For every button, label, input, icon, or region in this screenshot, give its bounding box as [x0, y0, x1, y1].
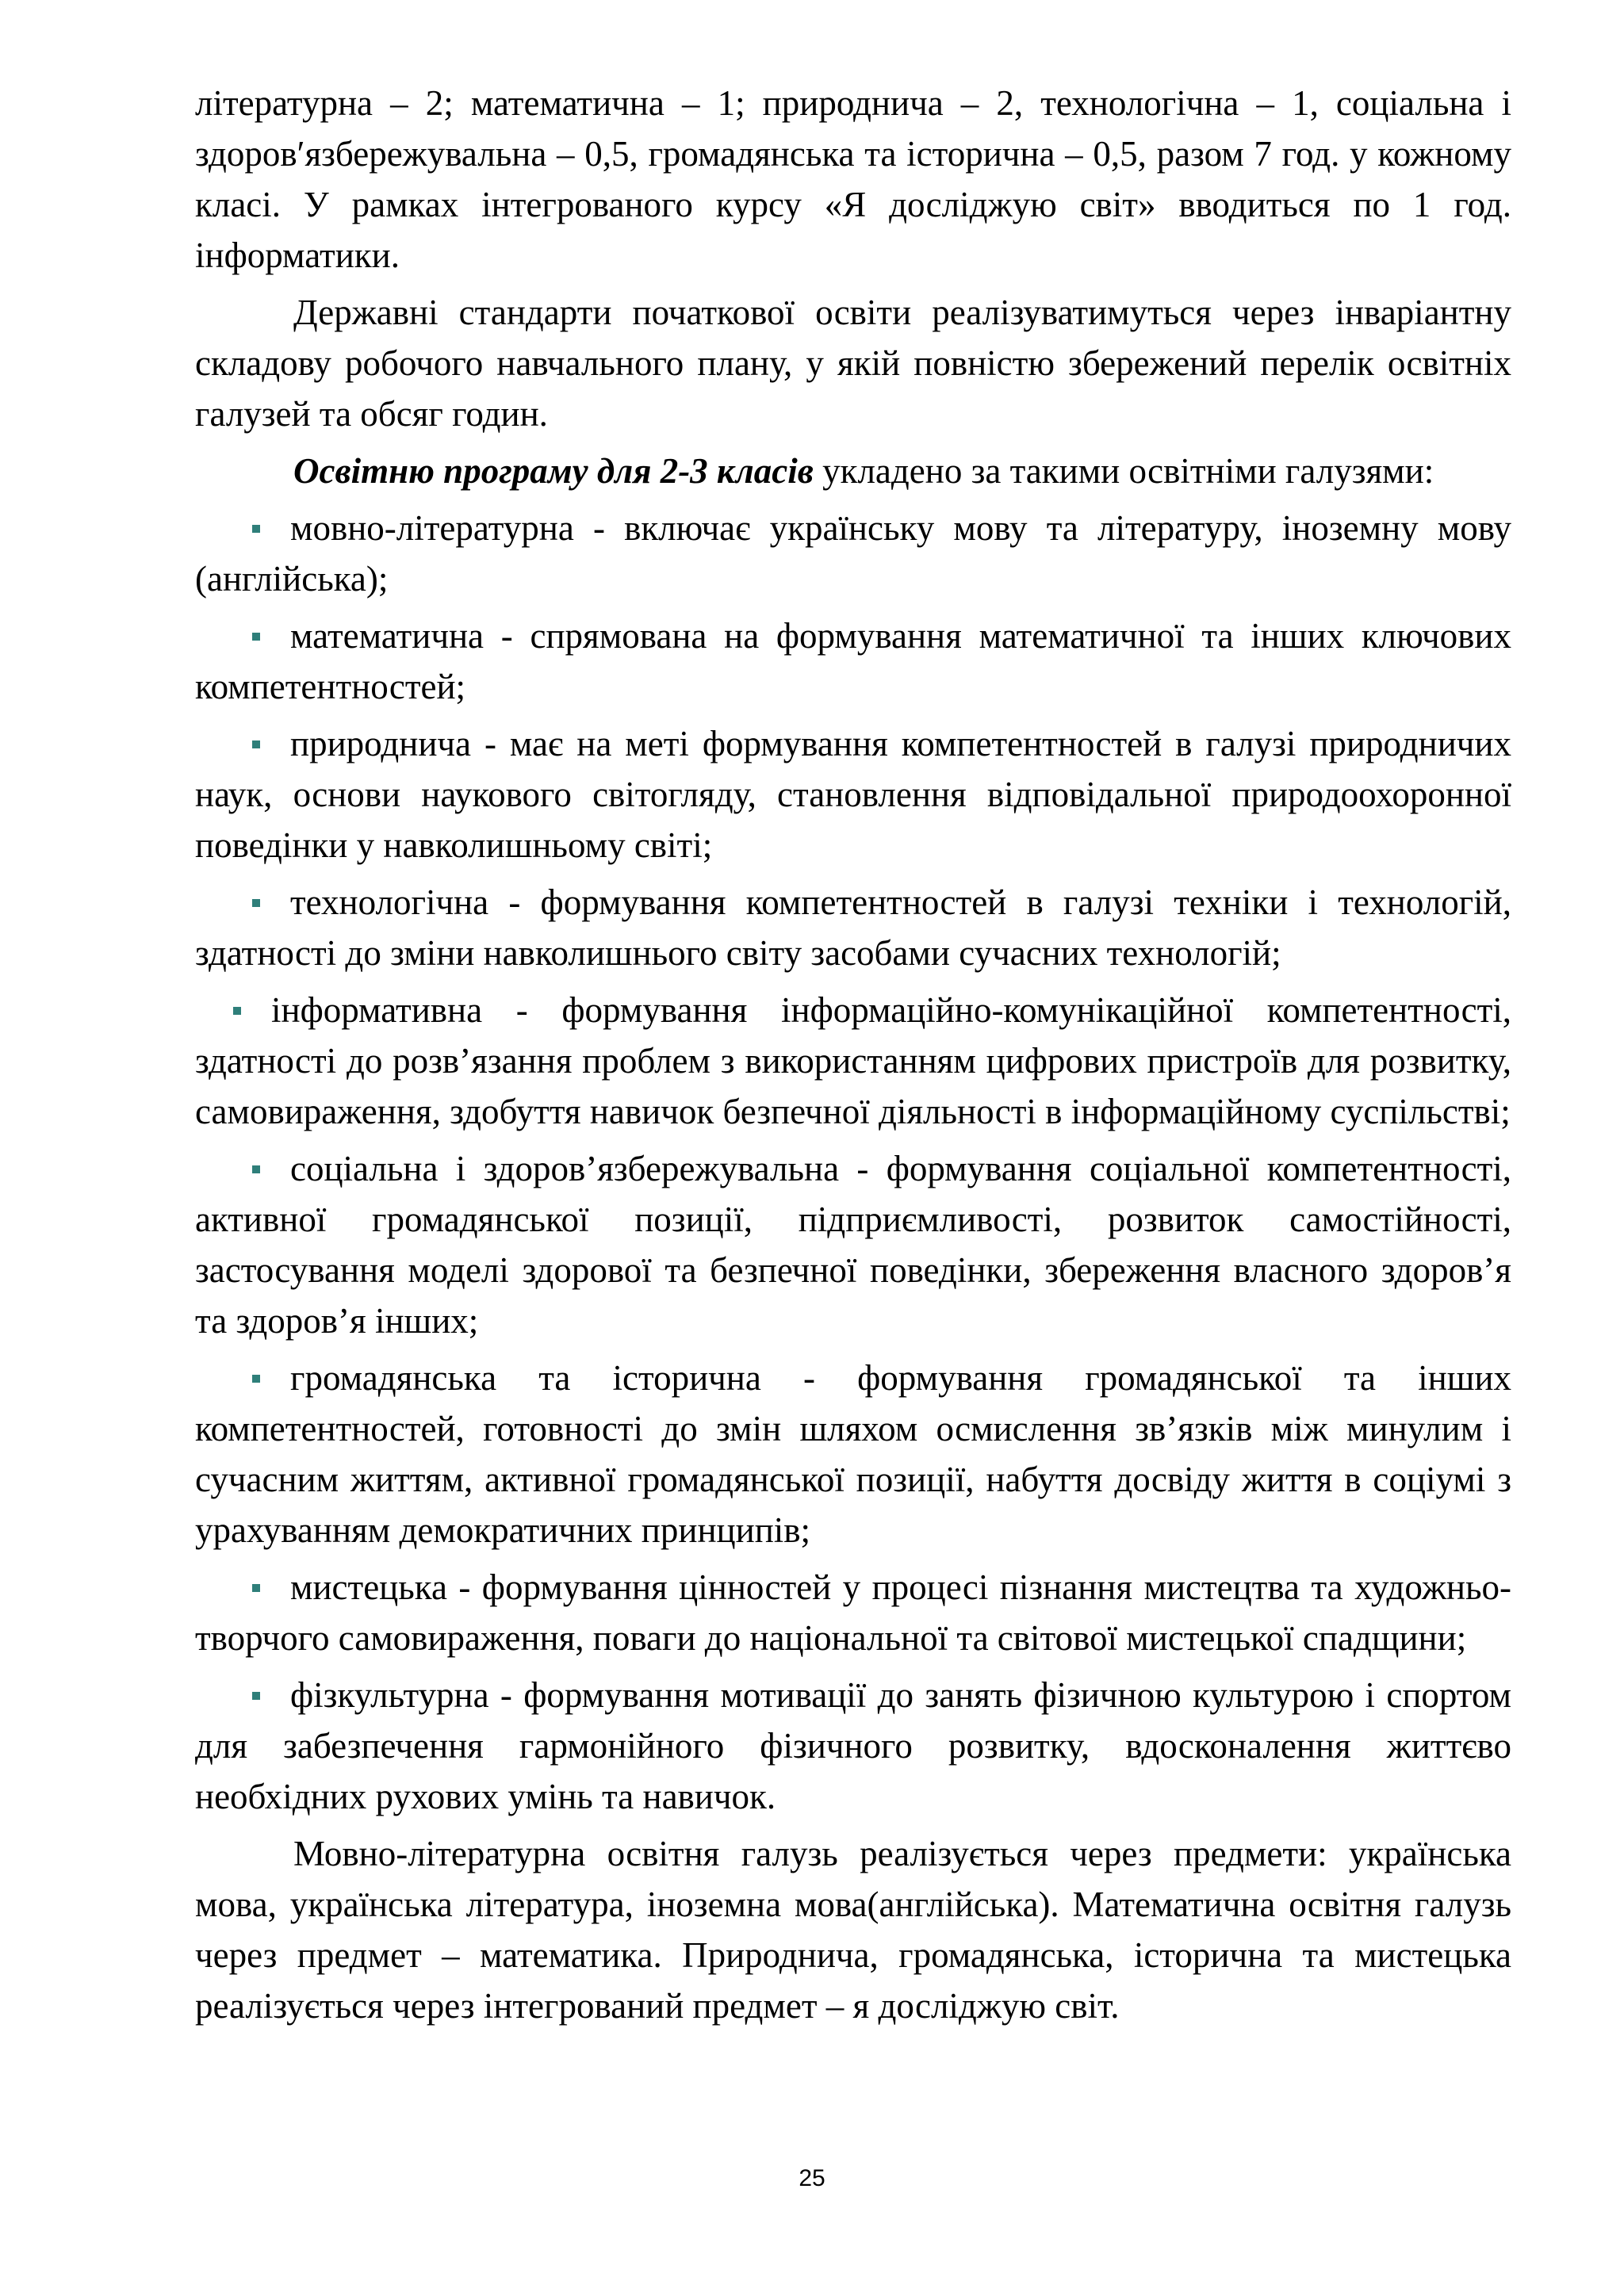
paragraph-standards: Державні стандарти початкової освіти реалізуватимуться через інваріантну складову робочого навчального плану, у якій повністю збережений перелік освітніх галузей та обсяг годин.	[195, 293, 1511, 434]
square-bullet-icon	[252, 633, 260, 641]
list-item: соціальна і здоров’язбережувальна - формування соціальної компетентності, активної громадянської позиції, підприємливості, розвиток самостійності, застосування моделі здорової та безпечної поведінки, збереження власного здоров’я та здоров’я інших;	[195, 1149, 1511, 1341]
square-bullet-icon	[252, 740, 260, 748]
document-page	[195, 78, 1511, 2031]
square-bullet-icon	[252, 899, 260, 907]
list-item: інформативна - формування інформаційно-комунікаційної компетентності, здатності до розв’язання проблем з використанням цифрових пристроїв для розвитку, самовираження, здобуття навичок безпечної діяльності в інформаційному суспільстві;	[195, 990, 1511, 1131]
paragraph-hours: літературна – 2; математична – 1; природнича – 2, технологічна – 1, соціальна і здоров′язбережувальна – 0,5, громадянська та історична – 0,5, разом 7 год. у кожному класі. У рамках інтегрованого курсу «Я досліджую світ» вводиться по 1 год. інформатики.	[195, 83, 1511, 275]
list-item: природнича - має на меті формування компетентностей в галузі природничих наук, основи наукового світогляду, становлення відповідальної природоохоронної поведінки у навколишньому світі;	[195, 724, 1511, 865]
square-bullet-icon	[252, 1692, 260, 1700]
list-item: математична - спрямована на формування математичної та інших ключових компетентностей;	[195, 616, 1511, 706]
list-item: мистецька - формування цінностей у процесі пізнання мистецтва та художньо-творчого самовираження, поваги до національної та світової мистецької спадщини;	[195, 1567, 1511, 1658]
list-item: фізкультурна - формування мотивації до занять фізичною культурою і спортом для забезпечення гармонійного фізичного розвитку, вдосконалення життєво необхідних рухових умінь та навичок.	[195, 1675, 1511, 1816]
paragraph-program-intro	[195, 446, 1511, 496]
list-item: мовно-літературна - включає українську мову та літературу, іноземну мову (англійська);	[195, 508, 1511, 599]
education-areas-list	[195, 503, 1511, 1822]
program-emphasis: Освітню програму для 2-3 класів	[293, 451, 814, 491]
list-item: громадянська та історична - формування громадянської та інших компетентностей, готовності до змін шляхом осмислення зв’язків між минулим і сучасним життям, активної громадянської позиції, набуття досвіду життя в соціумі з урахуванням демократичних принципів;	[195, 1358, 1511, 1550]
square-bullet-icon	[252, 1584, 260, 1592]
square-bullet-icon	[233, 1007, 241, 1015]
page-number: 25	[799, 2165, 825, 2191]
square-bullet-icon	[252, 525, 260, 533]
square-bullet-icon	[252, 1375, 260, 1383]
program-intro-rest: укладено за такими освітніми галузями:	[813, 451, 1434, 491]
square-bullet-icon	[252, 1165, 260, 1173]
list-item: технологічна - формування компетентностей в галузі техніки і технологій, здатності до зміни навколишнього світу засобами сучасних технологій;	[195, 882, 1511, 973]
paragraph-subjects: Мовно-літературна освітня галузь реалізується через предмети: українська мова, українська література, іноземна мова(англійська). Математична освітня галузь через предмет – математика. Природнича, громадянська, історична та мистецька реалізується через інтегрований предмет – я досліджую світ.	[195, 1834, 1511, 2026]
